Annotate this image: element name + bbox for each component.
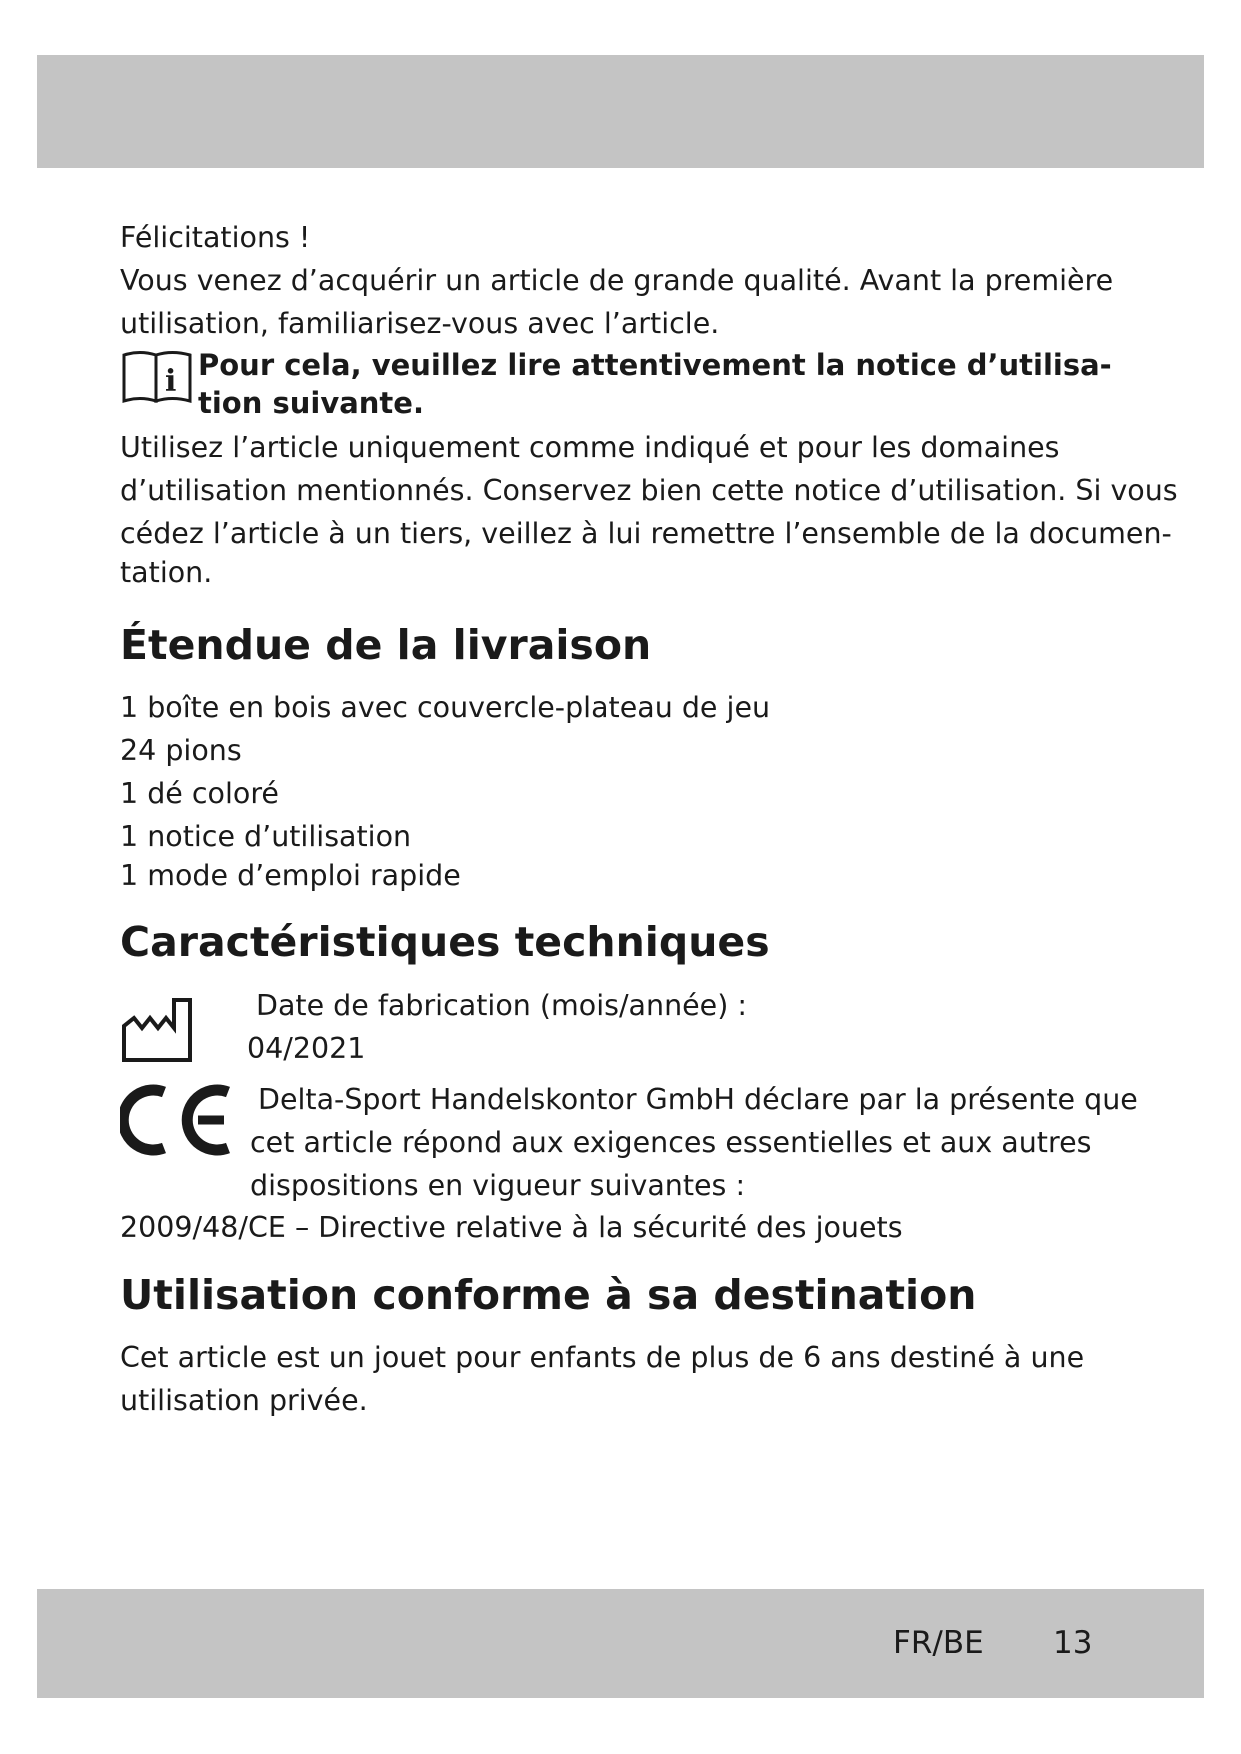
manufacture-date: 04/2021: [247, 1032, 366, 1065]
delivery-heading: Étendue de la livraison: [120, 621, 652, 669]
notice-bold-2: tion suivante.: [198, 386, 424, 420]
manufacture-label: Date de fabrication (mois/année) :: [256, 989, 747, 1022]
page-number: 13: [1053, 1625, 1093, 1661]
factory-icon: [120, 996, 196, 1066]
ce-declaration-2: cet article répond aux exigences essentielles et aux autres dispositions en vigueur suivantes :: [250, 1126, 1092, 1202]
usage-line: cédez l’article à un tiers, veillez à lui remettre l’ensemble de la documen-: [120, 517, 1172, 550]
delivery-item: 1 boîte en bois avec couvercle-plateau de jeu: [120, 691, 771, 724]
delivery-item: 24 pions: [120, 734, 242, 767]
delivery-list: [120, 686, 1130, 897]
usage-line: tation.: [120, 556, 213, 589]
notice-bold: Pour cela, veuillez lire attentivement la notice d’utilisa-: [198, 348, 1112, 382]
directive-line: 2009/48/CE – Directive relative à la sécurité des jouets: [120, 1211, 903, 1244]
read-manual-icon: [120, 349, 196, 405]
intended-use-text: Cet article est un jouet pour enfants de plus de 6 ans destiné à une utilisation privée.: [120, 1341, 1085, 1417]
usage-line: Utilisez l’article uniquement comme indiqué et pour les domaines: [120, 431, 1060, 464]
intro-line: utilisation, familiarisez-vous avec l’article.: [120, 307, 720, 340]
intended-use-section: [120, 1271, 1130, 1319]
delivery-item: 1 notice d’utilisation: [120, 820, 412, 853]
ce-declaration-1: Delta-Sport Handelskontor GmbH déclare par la présente que: [258, 1083, 1138, 1116]
intro-section: [120, 216, 1130, 345]
delivery-section: [120, 621, 1130, 669]
technical-section: [120, 918, 1130, 966]
usage-section: [120, 426, 1178, 594]
footer-region: FR/BE: [893, 1625, 984, 1661]
greeting: Félicitations !: [120, 221, 311, 254]
svg-text:i: i: [165, 364, 177, 399]
delivery-item: 1 dé coloré: [120, 777, 279, 810]
header-band: [37, 55, 1204, 168]
technical-heading: Caractéristiques techniques: [120, 918, 770, 966]
usage-line: d’utilisation mentionnés. Conservez bien cette notice d’utilisation. Si vous: [120, 474, 1178, 507]
ce-mark-icon: [120, 1082, 236, 1158]
intended-use-heading: Utilisation conforme à sa destination: [120, 1271, 977, 1319]
footer-band: [37, 1589, 1204, 1698]
delivery-item: 1 mode d’emploi rapide: [120, 859, 461, 892]
intro-line: Vous venez d’acquérir un article de grande qualité. Avant la première: [120, 264, 1114, 297]
